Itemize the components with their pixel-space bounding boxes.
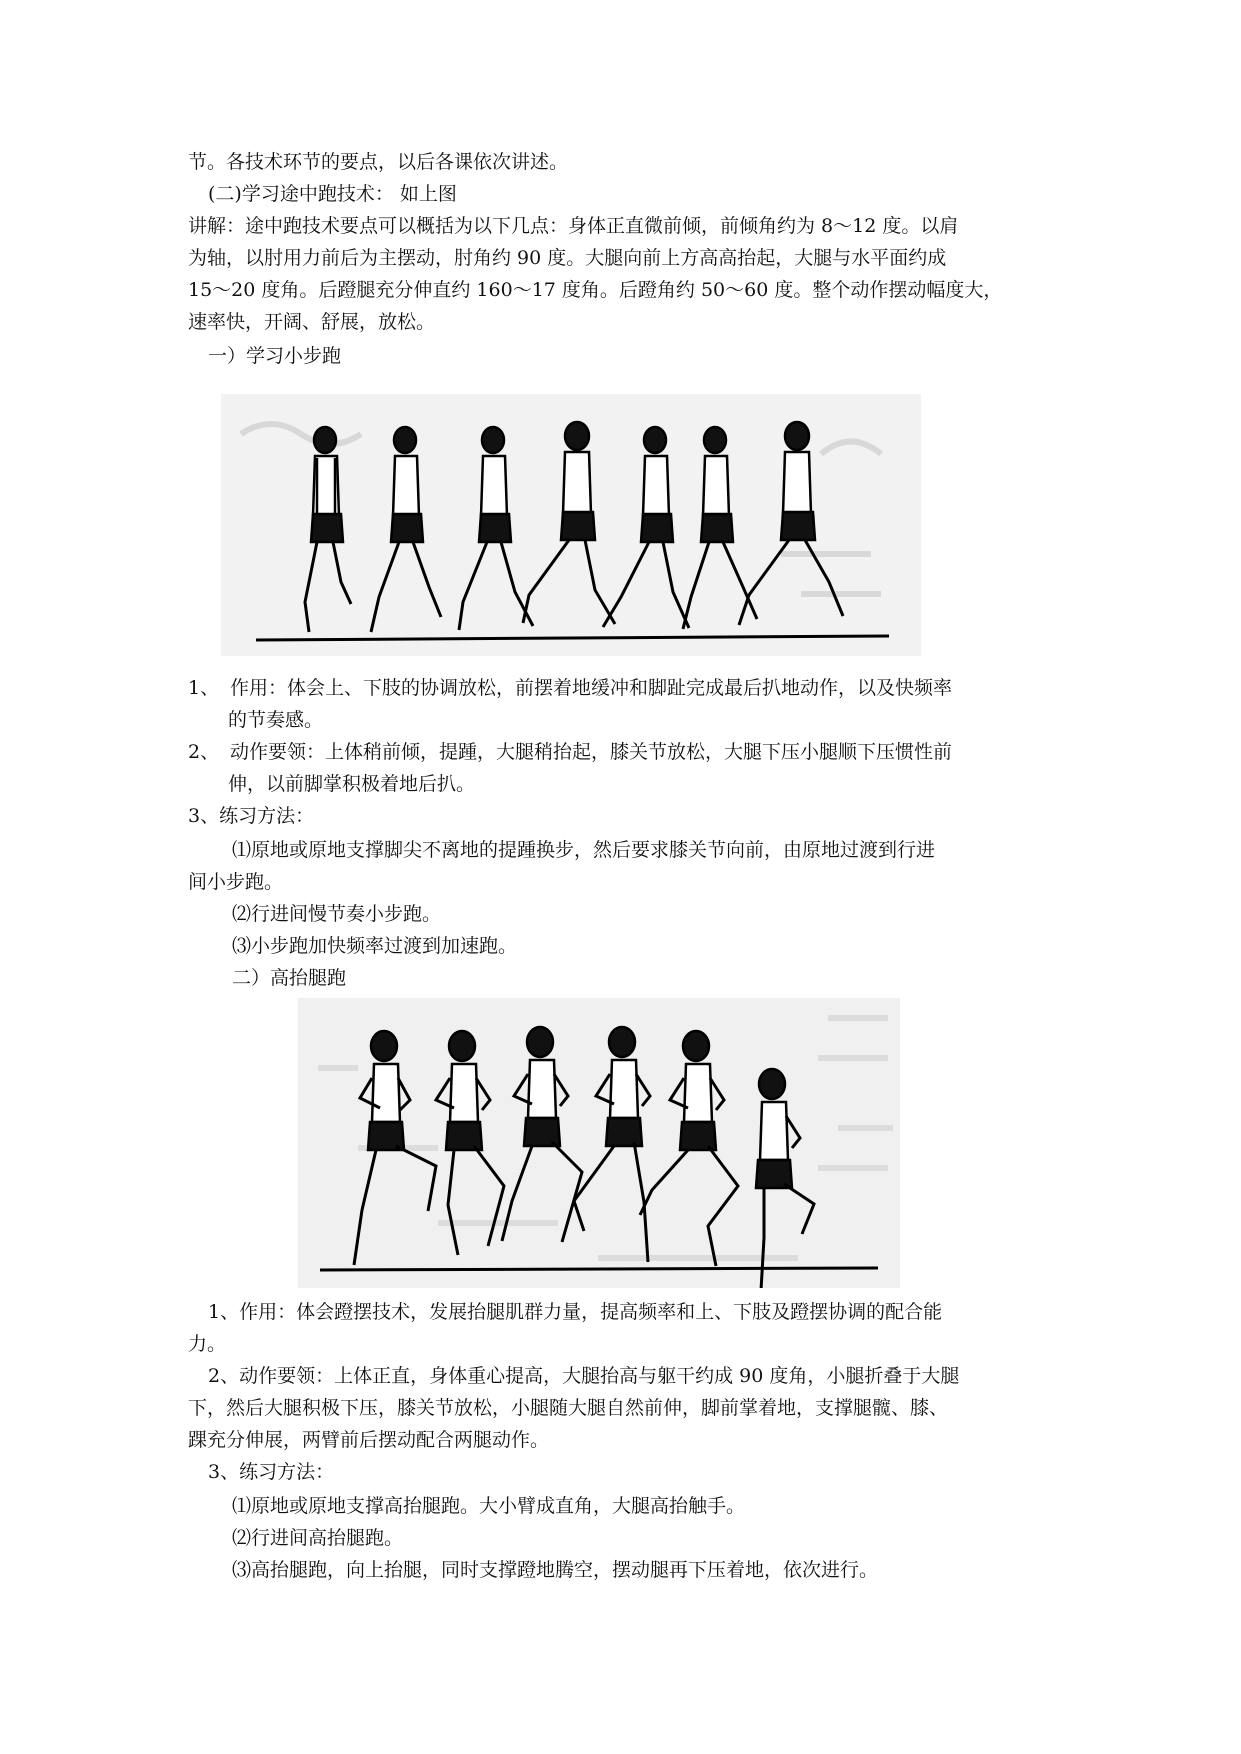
small-step-running-figures	[221, 394, 921, 656]
list-number: 1、	[188, 677, 220, 699]
list-text: 作用：体会上、下肢的协调放松，前摆着地缓冲和脚趾完成最后扒地动作，以及快频率	[230, 677, 953, 699]
text-line: 讲解：途中跑技术要点可以概括为以下几点：身体正直微前倾，前倾角约为 8～12 度。以肩	[188, 215, 959, 237]
list-heading: 3、练习方法：	[188, 805, 315, 827]
text-line: 速率快，开阔、舒展，放松。	[188, 311, 436, 333]
list-text: 力。	[188, 1333, 227, 1355]
list-text: 1、作用：体会蹬摆技术，发展抬腿肌群力量，提高频率和上、下肢及蹬摆协调的配合能	[208, 1301, 943, 1323]
list-text: 伸，以前脚掌积极着地后扒。	[228, 773, 476, 795]
list-text: 动作要领：上体稍前倾，提踵，大腿稍抬起，膝关节放松，大腿下压小腿顺下压惯性前	[230, 741, 953, 763]
list-number: 2、	[188, 741, 220, 763]
method-item: ⑶小步跑加快频率过渡到加速跑。	[232, 935, 518, 957]
method-item: 间小步跑。	[188, 871, 284, 893]
list-text: 的节奏感。	[228, 709, 324, 731]
list-text: 下，然后大腿积极下压，膝关节放松，小腿随大腿自然前伸，脚前掌着地，支撑腿髋、膝、	[188, 1397, 949, 1419]
high-knee-running-figures	[298, 998, 900, 1288]
list-text: 踝充分伸展，两臂前后摆动配合两腿动作。	[188, 1429, 550, 1451]
text-line: 15～20 度角。后蹬腿充分伸直约 160～17 度角。后蹬角约 50～60 度。整个动作摆动幅度大，	[188, 279, 1003, 301]
section-heading: (二)学习途中跑技术： 如上图	[208, 183, 457, 205]
text-line: 为轴，以肘用力前后为主摆动，肘角约 90 度。大腿向前上方高高抬起，大腿与水平面约成	[188, 247, 947, 269]
subsection-heading: 一）学习小步跑	[208, 345, 342, 367]
list-text: 2、动作要领：上体正直，身体重心提高，大腿抬高与躯干约成 90 度角，小腿折叠于大腿	[208, 1365, 960, 1387]
method-item: ⑶高抬腿跑，向上抬腿，同时支撑蹬地腾空，摆动腿再下压着地，依次进行。	[232, 1559, 879, 1581]
subsection-heading: 二）高抬腿跑	[232, 967, 347, 989]
method-item: ⑴原地或原地支撑脚尖不离地的提踵换步，然后要求膝关节向前，由原地过渡到行进	[232, 839, 936, 861]
method-item: ⑵行进间慢节奏小步跑。	[232, 903, 442, 925]
method-item: ⑴原地或原地支撑高抬腿跑。大小臂成直角，大腿高抬触手。	[232, 1495, 746, 1517]
method-item: ⑵行进间高抬腿跑。	[232, 1527, 404, 1549]
text-line: 节。各技术环节的要点，以后各课依次讲述。	[188, 151, 569, 173]
list-heading: 3、练习方法：	[208, 1461, 335, 1483]
